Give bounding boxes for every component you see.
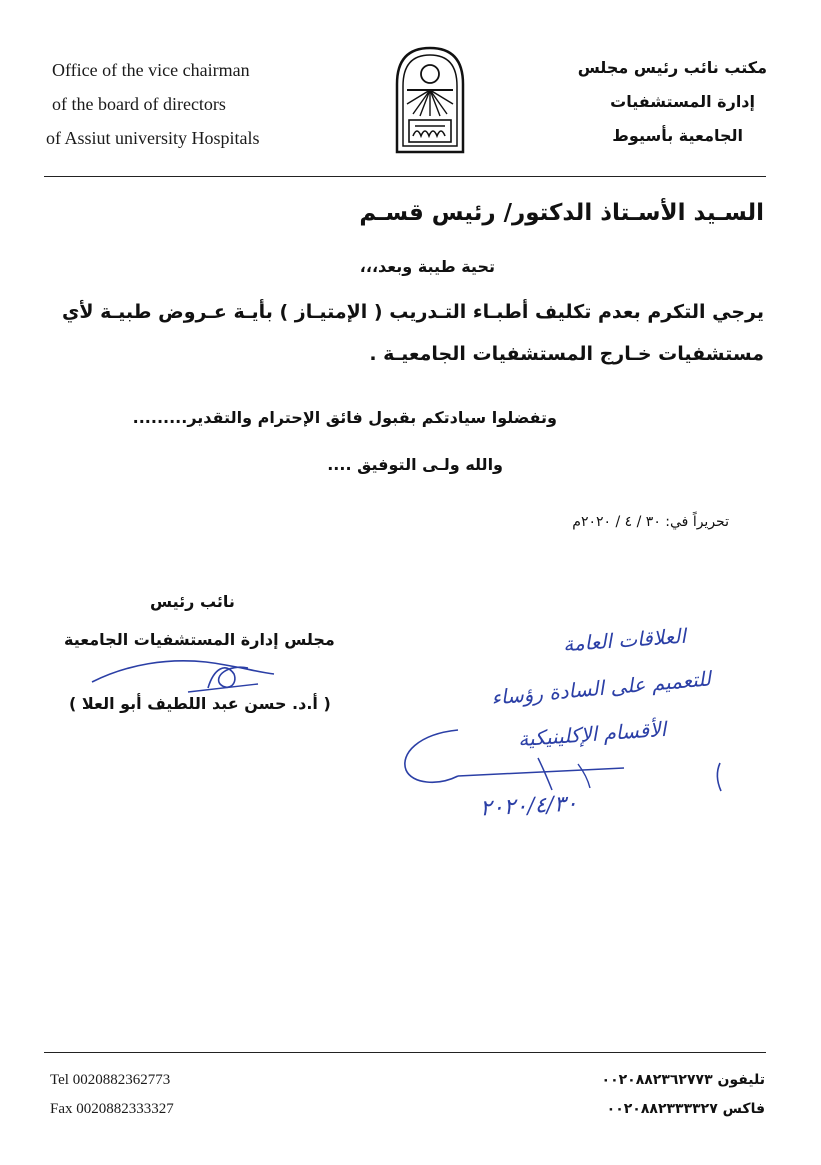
footer-telephone-english: Tel 0020882362773 bbox=[50, 1072, 171, 1088]
handwritten-note-line-2: للتعميم على السادة رؤساء bbox=[490, 666, 712, 710]
letter-date: تحريراً في: ٣٠ / ٤ / ٢٠٢٠م bbox=[572, 514, 729, 530]
handwritten-note-line-3: الأقسام الإكلينيكية bbox=[517, 716, 667, 752]
header-english-line-2: of the board of directors bbox=[52, 94, 226, 114]
letter-closing-courtesy: وتفضلوا سيادتكم بقبول فائق الإحترام والتقدير......... bbox=[132, 408, 557, 427]
handwritten-note-date: ٢٠٢٠/٤/٣٠ bbox=[479, 791, 579, 822]
header-english-line-1: Office of the vice chairman bbox=[52, 60, 250, 80]
letter-closing-blessing: والله ولـى التوفيق .... bbox=[327, 455, 503, 474]
assiut-university-logo bbox=[393, 44, 467, 154]
letter-body-line-1: يرجي التكرم بعدم تكليف أطبـاء التـدريب ( الإمتيـاز ) بأيـة عـروض طبيـة لأي bbox=[61, 301, 764, 323]
signature-scribble bbox=[88, 644, 278, 696]
letter-addressee: السـيد الأسـتاذ الدكتور/ رئيس قسـم bbox=[359, 200, 764, 226]
letter-body-line-2: مستشفيات خـارج المستشفيات الجامعيـة . bbox=[369, 343, 764, 365]
signatory-office: مجلس إدارة المستشفيات الجامعية bbox=[64, 630, 335, 649]
header-arabic-line-1: مكتب نائب رئيس مجلس bbox=[577, 58, 767, 77]
header-arabic-line-2: إدارة المستشفيات bbox=[610, 92, 755, 111]
header-divider bbox=[44, 176, 766, 177]
handwritten-note-line-1: العلاقات العامة bbox=[562, 623, 687, 657]
header-arabic-line-3: الجامعية بأسيوط bbox=[612, 126, 743, 145]
letter-greeting: تحية طيبة وبعد،،، bbox=[359, 257, 495, 276]
footer-fax-arabic: فاكس ٠٠٢٠٨٨٢٣٣٣٣٢٧ bbox=[606, 1101, 765, 1117]
header-english-line-3: of Assiut university Hospitals bbox=[46, 128, 260, 148]
footer-divider bbox=[44, 1052, 766, 1053]
footer-telephone-arabic: تليفون ٠٠٢٠٨٨٢٣٦٢٧٧٣ bbox=[601, 1072, 765, 1088]
signatory-name: ( أ.د. حسن عبد اللطيف أبو العلا ) bbox=[69, 694, 331, 713]
handwritten-note-flourish bbox=[398, 724, 638, 794]
footer-fax-english: Fax 0020882333327 bbox=[50, 1101, 174, 1117]
signatory-title: نائب رئيس bbox=[150, 592, 235, 611]
handwritten-mark bbox=[712, 760, 728, 794]
